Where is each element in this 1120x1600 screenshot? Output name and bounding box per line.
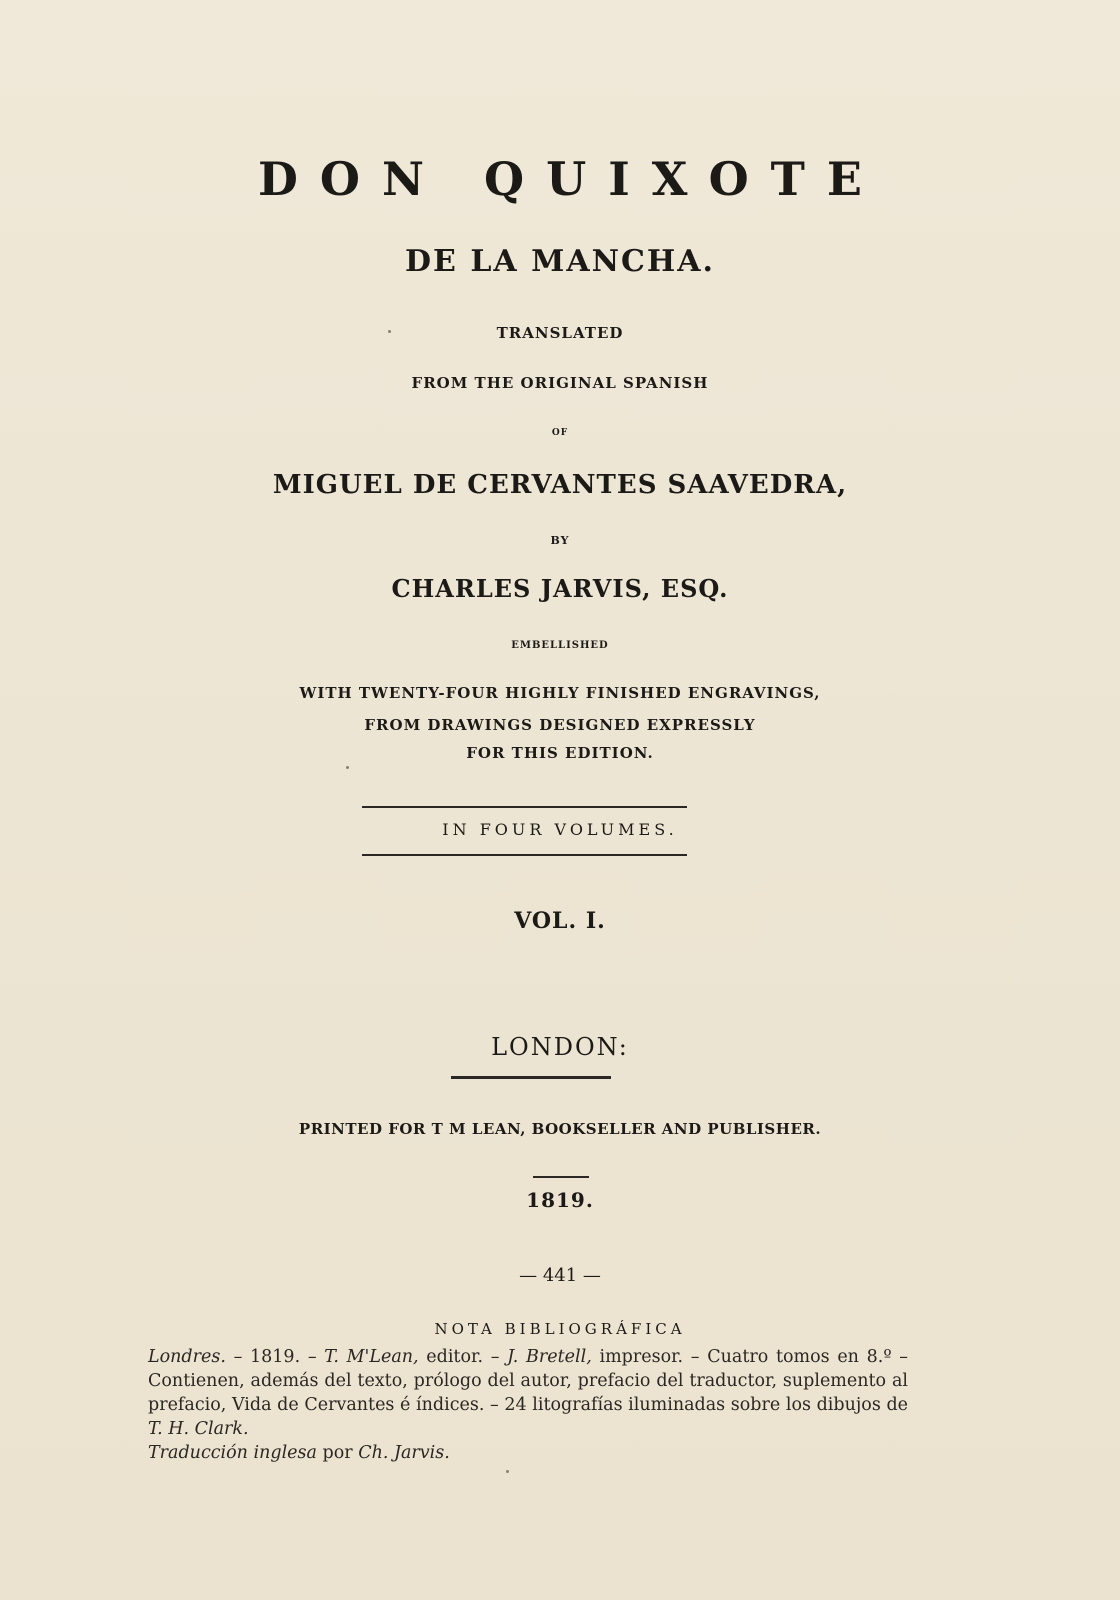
engravings-line-3: FOR THIS EDITION. xyxy=(466,744,654,762)
city-rule xyxy=(451,1076,611,1079)
paper-speck xyxy=(506,1470,509,1473)
nota-place: Londres. xyxy=(148,1347,226,1367)
volume-number: VOL. I. xyxy=(514,908,606,934)
nota-description: impresor. – Cuatro tomos en 8.º – Contienen, además del texto, prólogo del autor, prefacio del traductor, suplemento al prefacio, Vida de Cervantes é índices. – 24 litografías iluminadas sobre los dibujos de xyxy=(148,1347,908,1415)
translated-label: TRANSLATED xyxy=(496,324,624,342)
author-name: MIGUEL DE CERVANTES SAAVEDRA, xyxy=(272,470,848,500)
embellished-label: EMBELLISHED xyxy=(511,640,609,651)
bottom-volumes-rule xyxy=(362,854,687,856)
volumes-label: IN FOUR VOLUMES. xyxy=(442,820,678,839)
by-label: BY xyxy=(550,534,570,547)
translator-name: CHARLES JARVIS, ESQ. xyxy=(391,574,729,603)
book-subtitle: DE LA MANCHA. xyxy=(405,244,715,279)
top-volumes-rule xyxy=(362,806,687,808)
nota-translator-name: Ch. Jarvis. xyxy=(358,1443,450,1463)
paper-speck xyxy=(346,766,349,769)
nota-printer-name: J. Bretell, xyxy=(507,1347,592,1367)
nota-editor-role: editor. – xyxy=(418,1347,508,1367)
year-rule xyxy=(533,1176,589,1178)
nota-editor-name: T. M'Lean, xyxy=(324,1347,419,1367)
nota-paragraph xyxy=(148,1345,908,1441)
nota-body xyxy=(148,1345,908,1465)
printer-line: PRINTED FOR T M LEAN, BOOKSELLER AND PUBLISHER. xyxy=(298,1120,822,1138)
nota-translation-label: Traducción inglesa xyxy=(148,1443,317,1463)
city-label: LONDON: xyxy=(491,1033,629,1061)
publication-year: 1819. xyxy=(526,1188,594,1212)
from-original-label: FROM THE ORIGINAL SPANISH xyxy=(411,374,709,392)
engravings-line-1: WITH TWENTY-FOUR HIGHLY FINISHED ENGRAVINGS, xyxy=(299,684,821,702)
of-label: OF xyxy=(551,428,569,438)
engravings-line-2: FROM DRAWINGS DESIGNED EXPRESSLY xyxy=(364,716,756,734)
nota-year: – 1819. – xyxy=(225,1347,325,1367)
nota-translation-line xyxy=(148,1441,908,1465)
paper-speck xyxy=(388,330,391,333)
nota-heading: NOTA BIBLIOGRÁFICA xyxy=(434,1320,686,1338)
book-title: DON QUIXOTE xyxy=(258,152,884,206)
page-number: — 441 — xyxy=(519,1265,601,1286)
nota-translation-by: por xyxy=(316,1443,359,1463)
nota-illustrator: T. H. Clark. xyxy=(148,1419,249,1439)
